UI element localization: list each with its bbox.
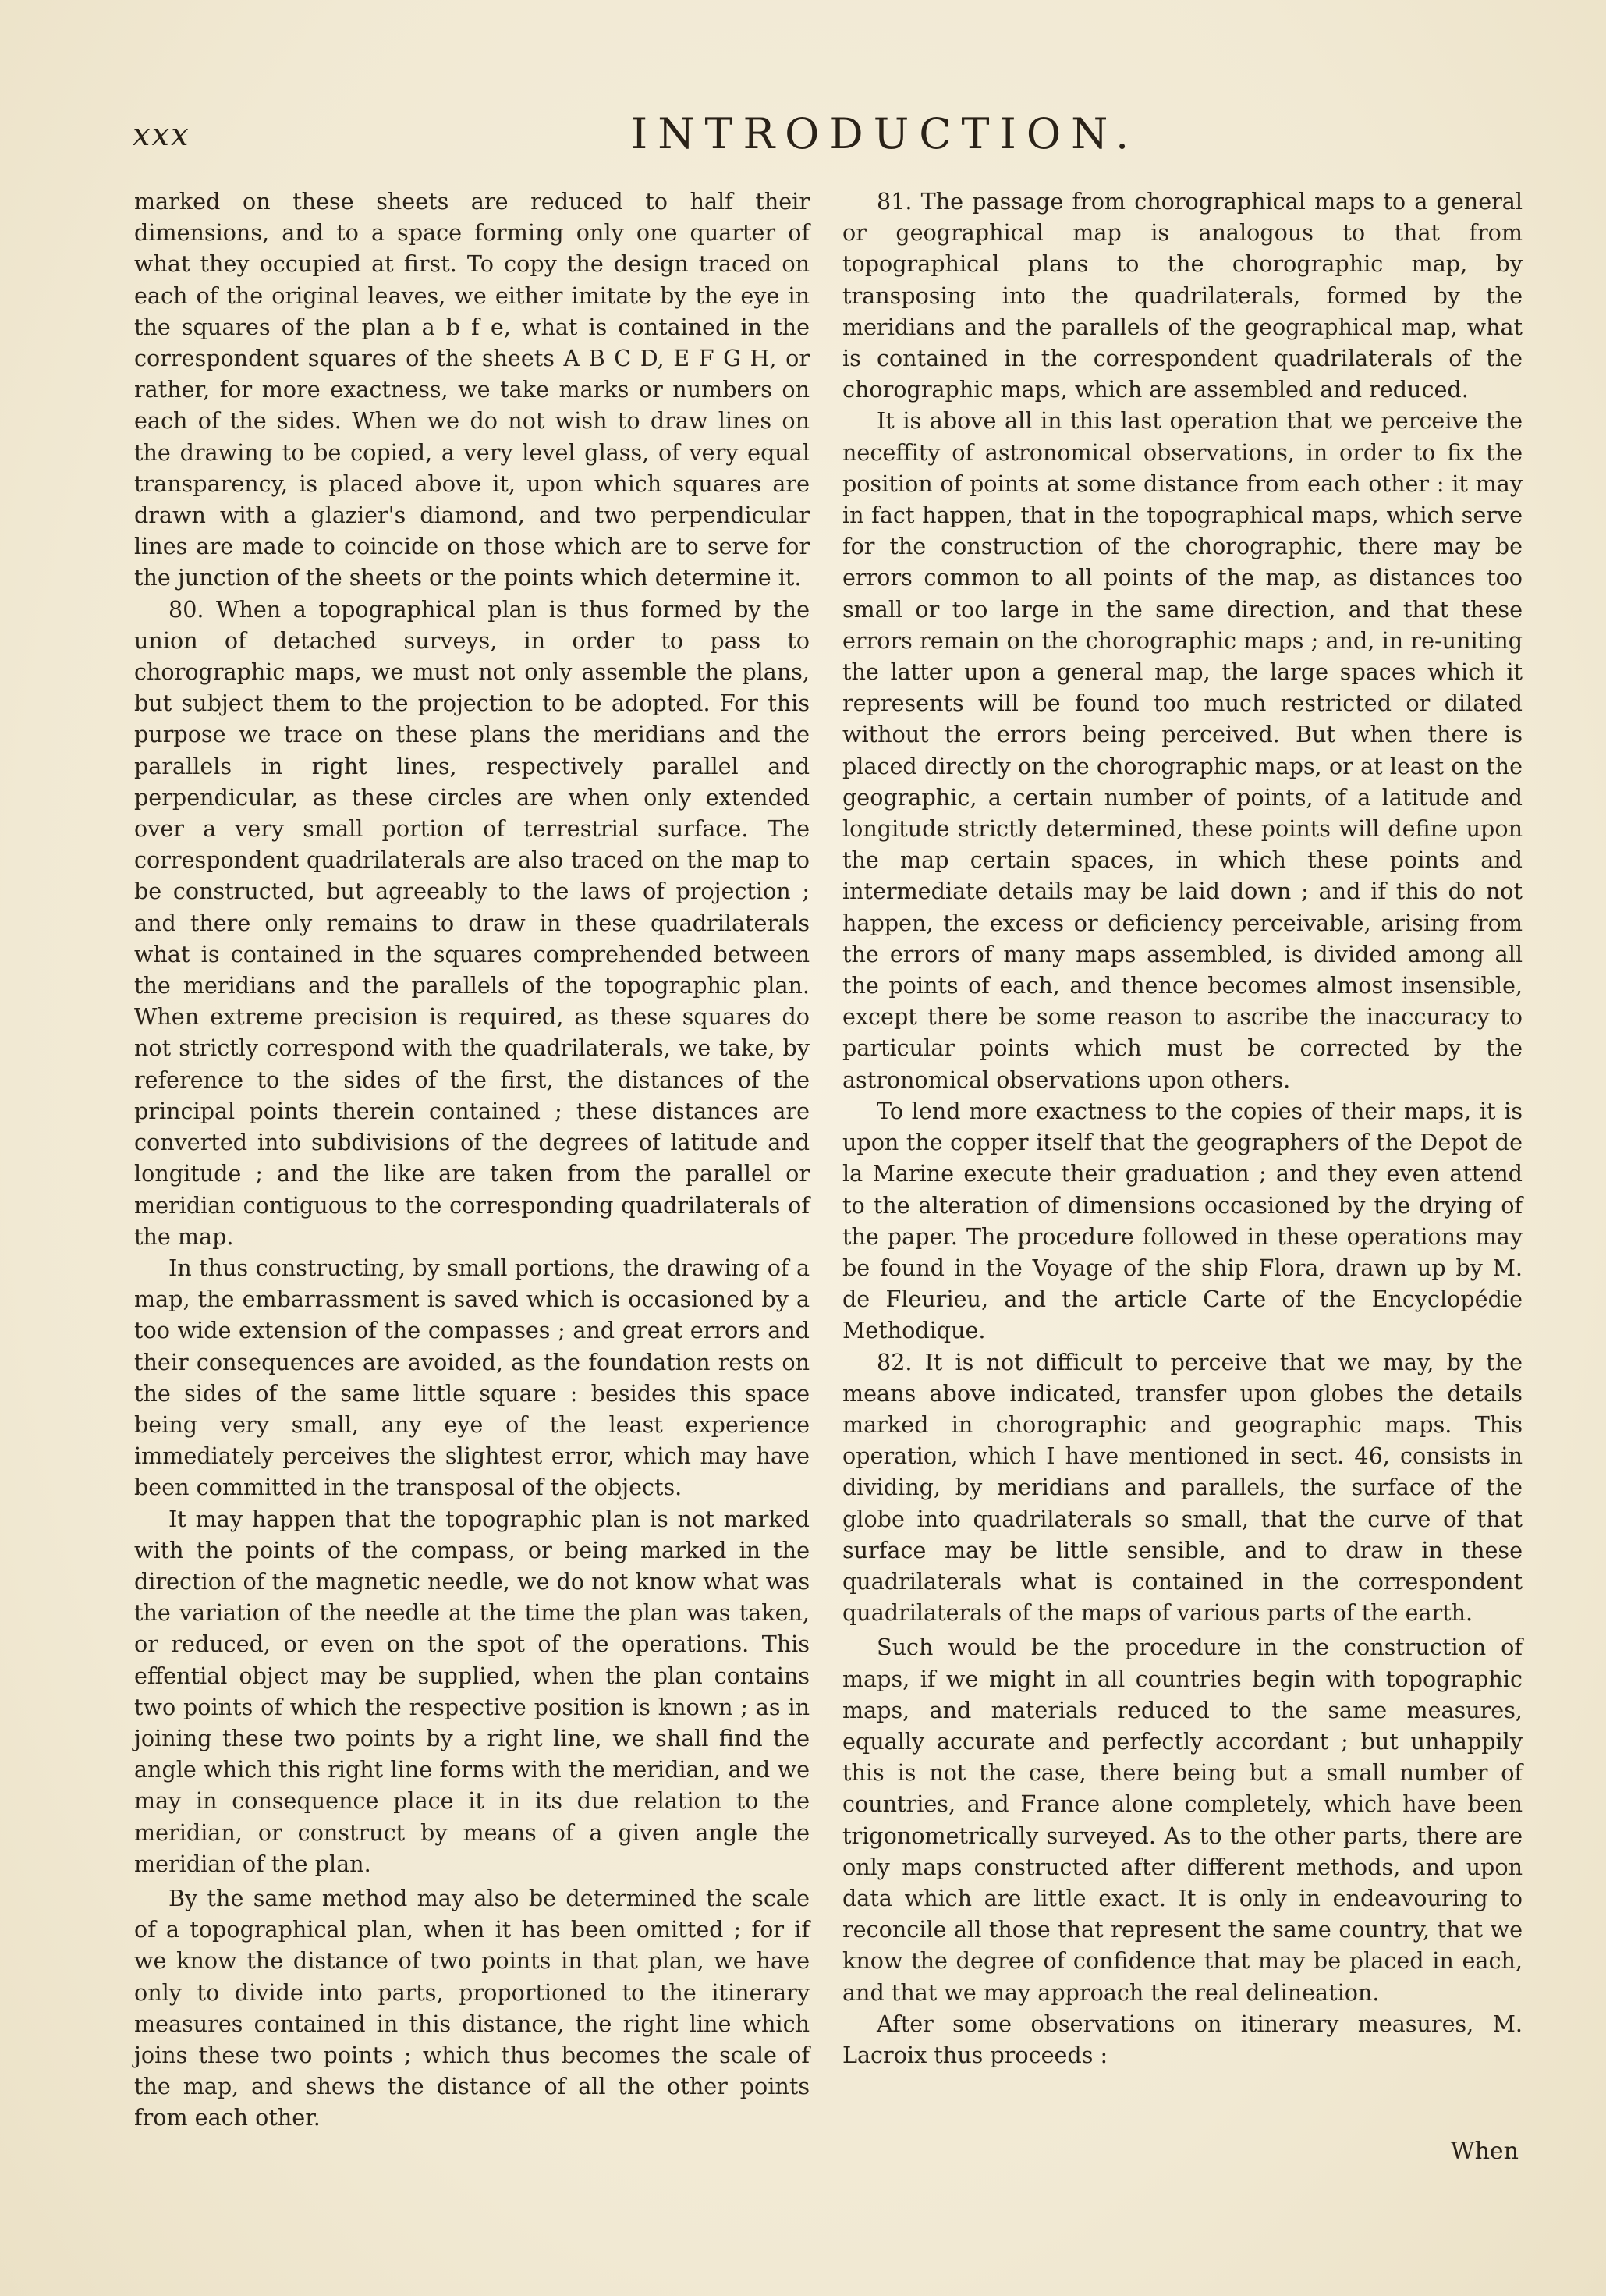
- paragraph-section-82: 82. It is not difficult to perceive that we may, by the means above indicated, transfer upon globes the details marked in chorographic and geographic maps. This operation, which I have mentioned in sect. 46, consists in dividing, by meridians and parallels, the surface of the globe into quadrilaterals so small, that the curve of that surface may be little sensible, and to draw in these quadrilaterals what is contained in the correspondent quadrilaterals of the maps of various parts of the earth.: [842, 1348, 1523, 1627]
- paragraph: To lend more exactness to the copies of their maps, it is upon the copper itself that the geographers of the Depot de la Marine execute their graduation ; and they even attend to the alteration of dimensions occasioned by the drying of the paper. The procedure followed in these operations may be found in the Voyage of the ship Flora, drawn up by M. de Fleurieu, and the article Carte of the Encyclopédie Methodique.: [842, 1097, 1523, 1344]
- page-header: [133, 109, 1512, 164]
- running-head: INTRODUCTION.: [630, 109, 1140, 158]
- paragraph: Such would be the procedure in the construction of maps, if we might in all countries begin with topographic maps, and materials reduced to the same measures, equally accurate and perfectly accordant ; but unhappily this is not the case, there being but a small number of countries, and France alone completely, which have been trigonometrically surveyed. As to the other parts, there are only maps constructed after different methods, and upon data which are little exact. It is only in endeavouring to reconcile all those that represent the same country, that we know the degree of confidence that may be placed in each, and that we may approach the real delineation.: [842, 1634, 1523, 2006]
- page-number: xxx: [133, 117, 190, 153]
- paragraph: After some observations on itinerary measures, M. Lacroix thus proceeds :: [842, 2010, 1523, 2068]
- right-column: [842, 186, 1523, 2071]
- paragraph-section-81: 81. The passage from chorographical maps to a general or geographical map is analogous to that from topographical plans to the chorographic map, by transposing into the quadrilaterals, formed by the meridians and the parallels of the geographical map, what is contained in the correspondent quadrilaterals of the chorographic maps, which are assembled and reduced.: [842, 188, 1523, 403]
- paragraph: In thus constructing, by small portions, the drawing of a map, the embarrassment is saved which is occasioned by a too wide extension of the compasses ; and great errors and their consequences are avoided, as the foundation rests on the sides of the same little square : besides this space being very small, any eye of the least experience immediately perceives the slightest error, which may have been committed in the transposal of the objects.: [134, 1254, 810, 1501]
- paragraph: It is above all in this last operation that we perceive the neceffity of astronomical observations, in order to fix the position of points at some distance from each other : it may in fact happen, that in the topographical maps, which serve for the construction of the chorographic, there may be errors common to all points of the map, as distances too small or too large in the same direction, and that these errors remain on the chorographic maps ; and, in re-uniting the latter upon a general map, the large spaces which it represents will be found too much restricted or dilated without the errors being perceived. But when there is placed directly on the chorographic maps, or at least on the geographic, a certain number of points, of a latitude and longitude strictly determined, these points will define upon the map certain spaces, in which these points and intermediate details may be laid down ; and if this do not happen, the excess or deficiency perceivable, arising from the errors of many maps assembled, is divided among all the points of each, and thence becomes almost insensible, except there be some reason to ascribe the inaccuracy to particular points which must be corrected by the astronomical observations upon others.: [842, 407, 1523, 1093]
- paragraph-section-80: 80. When a topographical plan is thus formed by the union of detached surveys, in order to pass to chorographic maps, we must not only assemble the plans, but subject them to the projection to be adopted. For this purpose we trace on these plans the meridians and the parallels in right lines, respectively parallel and perpendicular, as these circles are when only extended over a very small portion of terrestrial surface. The correspondent quadrilaterals are also traced on the map to be constructed, but agreeably to the laws of projection ; and there only remains to draw in these quadrilaterals what is contained in the squares comprehended between the meridians and the parallels of the topographic plan. When extreme precision is required, as these squares do not strictly correspond with the quadrilaterals, we take, by reference to the sides of the first, the distances of the principal points therein contained ; these distances are converted into subdivisions of the degrees of latitude and longitude ; and the like are taken from the parallel or meridian contiguous to the corresponding quadrilaterals of the map.: [134, 595, 810, 1250]
- paragraph: It may happen that the topographic plan is not marked with the points of the compass, or being marked in the direction of the magnetic needle, we do not know what was the variation of the needle at the time the plan was taken, or reduced, or even on the spot of the operations. This effential object may be supplied, when the plan contains two points of which the respective position is known ; as in joining these two points by a right line, we shall find the angle which this right line forms with the meridian, and we may in consequence place it in its due relation to the meridian, or construct by means of a given angle the meridian of the plan.: [134, 1505, 810, 1877]
- left-column: [134, 186, 810, 2134]
- paragraph: marked on these sheets are reduced to half their dimensions, and to a space forming only one quarter of what they occupied at first. To copy the design traced on each of the original leaves, we either imitate by the eye in the squares of the plan a b f e, what is contained in the correspondent squares of the sheets A B C D, E F G H, or rather, for more exactness, we take marks or numbers on each of the sides. When we do not wish to draw lines on the drawing to be copied, a very level glass, of very equal transparency, is placed above it, upon which squares are drawn with a glazier's diamond, and two perpendicular lines are made to coincide on those which are to serve for the junction of the sheets or the points which determine it.: [134, 188, 810, 591]
- paragraph: By the same method may also be determined the scale of a topographical plan, when it has been omitted ; for if we know the distance of two points in that plan, we have only to divide into parts, proportioned to the itinerary measures contained in this distance, the right line which joins these two points ; which thus becomes the scale of the map, and shews the distance of all the other points from each other.: [134, 1884, 810, 2131]
- catchword: When: [1450, 2138, 1519, 2165]
